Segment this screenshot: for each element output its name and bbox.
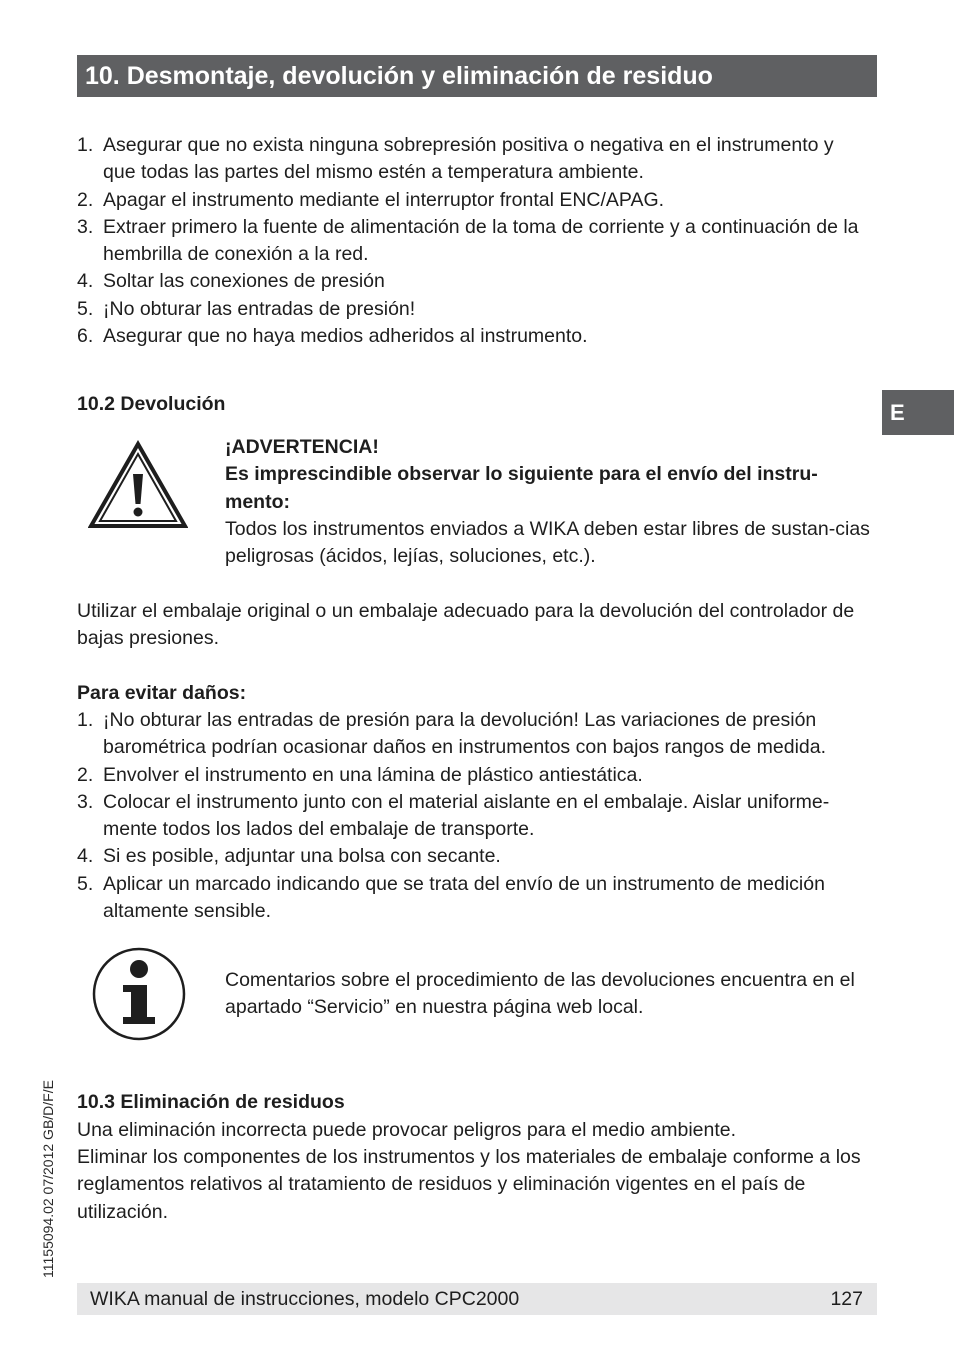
step-text: Envolver el instrumento en una lámina de plástico antiestática. bbox=[103, 763, 643, 786]
step-number: 1. bbox=[77, 709, 94, 731]
avoid-damage-step bbox=[77, 707, 867, 762]
document-code: 11155094.02 07/2012 GB/D/F/E bbox=[40, 1080, 56, 1278]
warning-block bbox=[225, 434, 870, 570]
language-tab[interactable]: E bbox=[882, 390, 954, 435]
packaging-text: Utilizar el embalaje original o un embalaje adecuado para la devolución del controlador de bajas presiones. bbox=[77, 600, 855, 650]
dismount-step bbox=[77, 323, 867, 350]
step-number: 2. bbox=[77, 763, 94, 786]
step-text: Extraer primero la fuente de alimentación de la toma de corriente y a continuación de la hembrilla de conexión a la red. bbox=[103, 215, 859, 266]
step-text: Apagar el instrumento mediante el interruptor frontal ENC/APAG. bbox=[103, 188, 665, 211]
return-heading: 10.2 Devolución bbox=[77, 393, 226, 415]
step-text: Asegurar que no haya medios adheridos al instrumento. bbox=[103, 325, 588, 348]
avoid-damage-step bbox=[77, 871, 867, 926]
warning-triangle-icon bbox=[88, 440, 188, 530]
avoid-damage-heading: Para evitar daños: bbox=[77, 682, 247, 704]
step-number: 2. bbox=[77, 188, 94, 211]
step-number: 5. bbox=[77, 297, 94, 320]
info-circle-icon bbox=[90, 945, 188, 1043]
disposal-heading: 10.3 Eliminación de residuos bbox=[77, 1091, 345, 1113]
dismount-step bbox=[77, 132, 867, 187]
step-text: Soltar las conexiones de presión bbox=[103, 270, 385, 293]
step-number: 6. bbox=[77, 325, 94, 348]
step-number: 4. bbox=[77, 270, 94, 293]
step-number: 3. bbox=[77, 215, 94, 238]
avoid-damage-step bbox=[77, 843, 867, 870]
avoid-damage-step bbox=[77, 789, 867, 844]
footer-text: WIKA manual de instrucciones, modelo CPC2000 bbox=[90, 1288, 520, 1310]
step-number: 1. bbox=[77, 134, 94, 156]
step-text: Si es posible, adjuntar una bolsa con secante. bbox=[103, 845, 501, 868]
dismount-step bbox=[77, 296, 867, 323]
warning-subtitle: Es imprescindible observar lo siguiente para el envío del instru-mento: bbox=[225, 463, 818, 513]
dismount-step bbox=[77, 268, 867, 295]
step-text: ¡No obturar las entradas de presión para la devolución! Las variaciones de presión barométrica podrían ocasionar daños en instrumentos con bajos rangos de medida. bbox=[103, 709, 827, 759]
step-text: Colocar el instrumento junto con el material aislante en el embalaje. Aislar uniforme-mente todos los lados del embalaje de transporte. bbox=[103, 790, 830, 841]
info-text: Comentarios sobre el procedimiento de las devoluciones encuentra en el apartado “Servicio” en nuestra página web local. bbox=[225, 969, 855, 1019]
step-text: Asegurar que no exista ninguna sobrepresión positiva o negativa en el instrumento y que todas las partes del mismo estén a temperatura ambiente. bbox=[103, 134, 834, 184]
page-footer bbox=[77, 1283, 877, 1315]
warning-title: ¡ADVERTENCIA! bbox=[225, 436, 379, 458]
avoid-damage-step bbox=[77, 762, 867, 789]
dismount-steps-list bbox=[77, 132, 867, 350]
disposal-line-2: Eliminar los componentes de los instrumentos y los materiales de embalaje conforme a los reglamentos relativos al tratamiento de residuos y eliminación vigentes en el país de utilización. bbox=[77, 1146, 861, 1223]
step-number: 5. bbox=[77, 872, 94, 895]
page-number: 127 bbox=[830, 1288, 863, 1310]
dismount-step bbox=[77, 214, 867, 269]
dismount-step bbox=[77, 187, 867, 214]
step-number: 3. bbox=[77, 790, 94, 813]
avoid-damage-list bbox=[77, 707, 867, 925]
step-text: Aplicar un marcado indicando que se trata del envío de un instrumento de medición altamente sensible. bbox=[103, 872, 825, 923]
warning-text: Todos los instrumentos enviados a WIKA deben estar libres de sustan-cias peligrosas (ácidos, lejías, soluciones, etc.). bbox=[225, 517, 870, 568]
section-title-bar bbox=[77, 55, 877, 97]
section-title: 10. Desmontaje, devolución y eliminación de residuo bbox=[85, 62, 713, 90]
disposal-line-1: Una eliminación incorrecta puede provocar peligros para el medio ambiente. bbox=[77, 1119, 737, 1141]
step-text: ¡No obturar las entradas de presión! bbox=[103, 297, 416, 320]
step-number: 4. bbox=[77, 845, 94, 868]
